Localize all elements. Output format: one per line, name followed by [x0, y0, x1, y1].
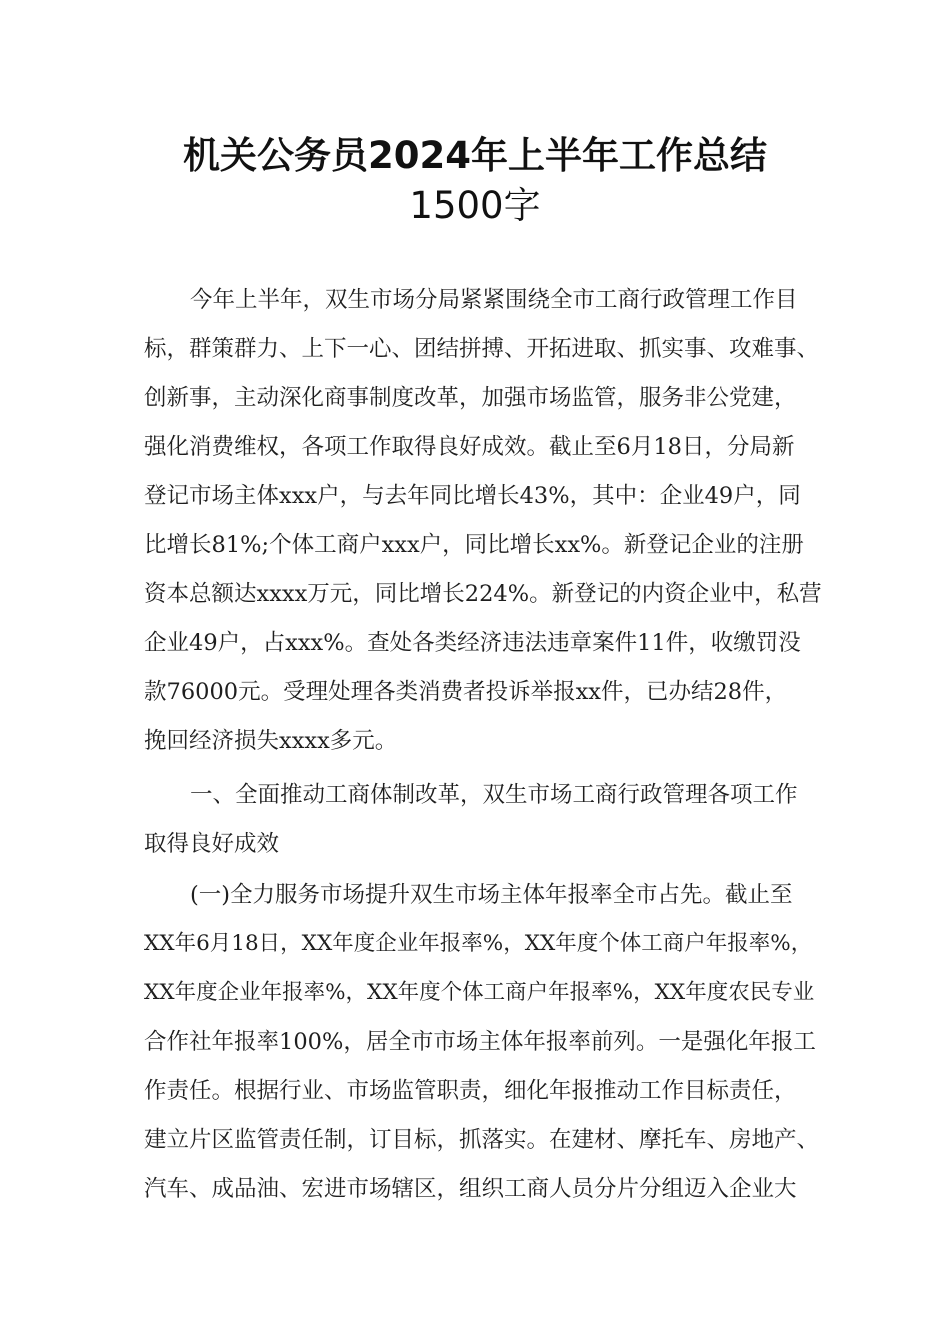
- paragraph-line: 比增长81%;个体工商户xxx户，同比增长xx%。新登记企业的注册: [144, 532, 804, 558]
- document-title: 机关公务员2024年上半年工作总结: [183, 134, 767, 177]
- section-heading-line: 一、全面推动工商体制改革，双生市场工商行政管理各项工作: [190, 782, 798, 808]
- paragraph-line: 作责任。根据行业、市场监管职责，细化年报推动工作目标责任，: [144, 1078, 797, 1104]
- paragraph-line: 合作社年报率100%，居全市市场主体年报率前列。一是强化年报工: [144, 1029, 816, 1055]
- paragraph-line: 登记市场主体xxx户，与去年同比增长43%，其中：企业49户，同: [144, 483, 801, 509]
- paragraph-line: XX年度企业年报率%，XX年度个体工商户年报率%，XX年度农民专业: [144, 980, 815, 1005]
- paragraph-line: 资本总额达xxxx万元，同比增长224%。新登记的内资企业中，私营: [144, 581, 822, 607]
- paragraph-line: 强化消费维权，各项工作取得良好成效。截止至6月18日，分局新: [144, 434, 795, 460]
- paragraph-line: 挽回经济损失xxxx多元。: [144, 728, 398, 754]
- paragraph-line: 汽车、成品油、宏进市场辖区，组织工商人员分片分组迈入企业大: [144, 1176, 797, 1202]
- section-heading-line: 取得良好成效: [144, 831, 280, 857]
- paragraph-line: 今年上半年，双生市场分局紧紧围绕全市工商行政管理工作目: [190, 287, 798, 313]
- paragraph-line: (一)全力服务市场提升双生市场主体年报率全市占先。截止至: [190, 882, 793, 908]
- paragraph-line: 标，群策群力、上下一心、团结拼搏、开拓进取、抓实事、攻难事、: [144, 336, 820, 362]
- paragraph-line: 建立片区监管责任制，订目标，抓落实。在建材、摩托车、房地产、: [144, 1127, 820, 1153]
- paragraph-line: XX年6月18日，XX年度企业年报率%，XX年度个体工商户年报率%，: [144, 931, 813, 956]
- document-title-subline: 1500字: [409, 184, 541, 227]
- paragraph-line: 创新事，主动深化商事制度改革，加强市场监管，服务非公党建，: [144, 385, 797, 411]
- paragraph-line: 企业49户，占xxx%。查处各类经济违法违章案件11件，收缴罚没: [144, 630, 801, 656]
- paragraph-line: 款76000元。受理处理各类消费者投诉举报xx件，已办结28件，: [144, 679, 788, 705]
